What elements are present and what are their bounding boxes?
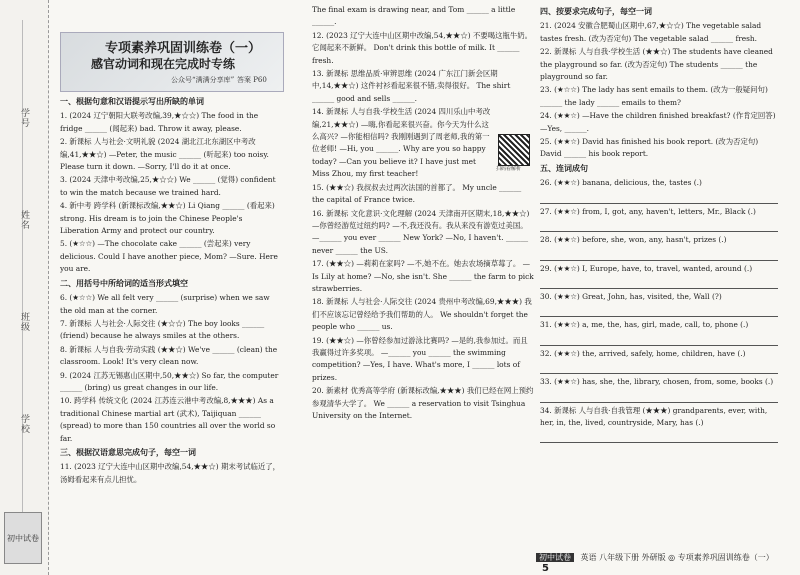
section-heading: 四、按要求完成句子，每空一词 <box>540 7 652 16</box>
margin-line <box>22 20 23 550</box>
question-11: 11. (2023 辽宁大连中山区期中改编,54,★★☆) 期末考试临近了，汤姆看起来有点儿担忧。 <box>60 462 281 484</box>
question-30: 30. (★★☆) Great, John, has, visited, the, Wall (?) <box>540 291 722 301</box>
answer-line[interactable] <box>540 361 778 374</box>
page-footer <box>536 552 776 574</box>
question-11-cont: The final exam is drawing near, and Tom ______ a little ______. <box>312 5 516 27</box>
label-class: 班级 <box>19 312 29 332</box>
answer-line[interactable] <box>540 219 778 232</box>
question-22: 22. 新课标 人与自我·学校生活 (★★☆) The students have cleaned the playground so far. (改为否定句) The students ______ the playground so far. <box>540 47 773 82</box>
answer-line[interactable] <box>540 191 778 204</box>
question-1: 1. (2024 辽宁朝阳大联考改编,39,★☆☆) The food in the fridge ______ (闻起来) bad. Throw it away, please. <box>60 111 259 133</box>
question-31: 31. (★★☆) a, me, the, has, girl, made, call, to, phone (.) <box>540 320 749 330</box>
footer-text: 英语 八年级下册 外研版 ◎ 专项素养巩固训练卷（一） <box>580 553 774 562</box>
question-33: 33. (★★☆) has, she, the, library, chosen, from, some, books (.) <box>540 377 774 387</box>
banner-title: 专项素养巩固训练卷（一） <box>105 41 262 56</box>
question-5: 5. (★☆☆) —The chocolate cake ______ (尝起来) very delicious. Could I have another piece, Mom? —Sure. Here you are. <box>60 239 278 274</box>
section-heading: 二、用括号中所给词的适当形式填空 <box>60 278 188 288</box>
question-17: 17. (★★☆) —莉莉在家吗? —不,她不在。她去农场摘草莓了。 —Is Lily at home? —No, she isn't. She ______ the farm to pick strawberries. <box>312 259 534 293</box>
banner-source: 公众号“满满分享库” <box>171 76 235 84</box>
margin-logo: 初中试卷 <box>4 512 42 564</box>
question-18: 18. 新课标 人与社会·人际交往 (2024 贵州中考改编,69,★★★) 我们不应该忘记曾经给予我们帮助的人。 We shouldn't forget the people who ______ us. <box>312 297 532 332</box>
qr-code[interactable] <box>498 134 530 166</box>
question-7: 7. 新课标 人与社会·人际交往 (★☆☆) The boy looks ______ (friend) because he always smiles at the others. <box>60 318 265 341</box>
question-20: 20. 新素材 优秀高等学府 (新课标改编,★★★) 我们已经在网上预约参观清华大学了。 We ______ a reservation to visit Tsinghua University on the Internet. <box>312 386 534 420</box>
question-32: 32. (★★☆) the, arrived, safely, home, children, have (.) <box>540 348 746 358</box>
question-6: 6. (★☆☆) We all felt very ______ (surprise) when we saw the old man at the corner. <box>60 293 270 315</box>
binding-margin <box>0 0 49 575</box>
question-4: 4. 新中考 跨学科 (新课标改编,★★☆) Li Qiang ______ (看起来) strong. His dream is to join the Chinese People's Liberation Army and protect our country. <box>60 201 275 236</box>
question-12: 12. (2023 辽宁大连中山区期中改编,54,★★☆) 不要喝这瓶牛奶。它闻起来不新鲜。 Don't drink this bottle of milk. It ______ fresh. <box>312 30 533 65</box>
question-34: 34. 新课标 人与自我·自我管理 (★★★) grandparents, ever, with, her, in, the, lived, countryside, Mary, has (.) <box>540 405 768 427</box>
question-23: 23. (★☆☆) The lady has sent emails to them. (改为一般疑问句) ______ the lady ______ emails to them? <box>540 85 768 107</box>
question-13: 13. 新课标 思维品质·审辨思维 (2024 广东江门新会区期中,14,★★☆) 这件衬衫看起来很不错,卖得很好。 The shirt ______ good and sells ______. <box>312 69 511 103</box>
question-28: 28. (★★☆) before, she, won, any, hasn't, prizes (.) <box>540 235 727 245</box>
answer-line[interactable] <box>540 430 778 443</box>
question-25: 25. (★★☆) David has finished his book report. (改为否定句) David ______ his book report. <box>540 137 759 159</box>
question-14: 14. 新课标 人与自我·学校生活 (2024 四川乐山中考改编,21,★★☆) —嗨,你看起来很兴奋。你今天为什么这么高兴? —你能相信吗? 我刚刚遇到了周老师,我的第一位老师! —Hi, you ______. Why are you so happy today? —Can you believe it? I have just met Miss Zhou, my first teacher! <box>312 107 491 179</box>
answer-line[interactable] <box>540 248 778 261</box>
question-3: 3. (2024 天津中考改编,25,★☆☆) We ______ (觉得) confident to win the match because we trained hard. <box>60 175 276 197</box>
question-26: 26. (★★☆) banana, delicious, the, tastes (.) <box>540 178 702 188</box>
question-19: 19. (★★☆) —你曾经参加过游泳比赛吗? —是的,我参加过。而且我赢得过许多奖项。 —______ you ______ the swimming competition? —Yes, I have. What's more, I ______ lots of prizes. <box>312 335 528 382</box>
section-heading: 一、根据句意和汉语提示写出所缺的单词 <box>60 97 204 106</box>
label-name: 姓名 <box>19 210 29 230</box>
answer-line[interactable] <box>540 333 778 346</box>
label-school: 学校 <box>19 414 29 434</box>
title-banner <box>60 32 284 92</box>
question-8: 8. 新课标 人与自我·劳动实践 (★★☆) We've ______ (clean) the classroom. Look! It's very clean now. <box>60 344 278 367</box>
section-heading: 五、连词成句 <box>540 163 588 173</box>
answer-line[interactable] <box>540 304 778 317</box>
label-student-id: 学号 <box>19 108 29 128</box>
qr-caption: 扫码看解析 <box>496 166 522 172</box>
question-10: 10. 跨学科 传统文化 (2024 江苏连云港中考改编,8,★★★) As a traditional Chinese martial art (武术), Taijiquan ______ (spread) to more than 150 countries all over the world so far. <box>60 396 276 443</box>
column-1 <box>60 94 282 487</box>
column-2 <box>312 4 534 423</box>
answer-line[interactable] <box>540 276 778 289</box>
footer-badge: 初中试卷 <box>536 553 574 562</box>
question-16: 16. 新课标 文化意识·文化理解 (2024 天津南开区期末,18,★★☆) —你曾经游览过纽约吗? —不,我还没有。我从来没有游览过美国。 —______ you ever ______ New York? —No, I haven't. ______ never ______ the US. <box>312 208 530 255</box>
banner-subtitle: 感官动词和现在完成时专练 <box>91 57 236 71</box>
question-15: 15. (★★☆) 我叔叔去过两次法国的首都了。 My uncle ______ the capital of France twice. <box>312 182 522 205</box>
page-number: 5 <box>542 563 549 574</box>
banner-answer-ref: 答案 P60 <box>237 76 267 84</box>
question-2: 2. 新课标 人与社会·文明礼貌 (2024 湖北江北东湖区中考改编,41,★★☆) —Peter, the music ______ (听起来) too noisy. Please turn it down. —Sorry, I'll do it at once. <box>60 137 269 172</box>
section-heading: 三、根据汉语意思完成句子，每空一词 <box>60 447 196 457</box>
question-21: 21. (2024 安徽合肥蜀山区期中,67,★☆☆) The vegetable salad tastes fresh. (改为否定句) The vegetable salad ______ fresh. <box>540 21 762 43</box>
question-24: 24. (★★☆) —Have the children finished breakfast? (作肯定回答) —Yes, ______. <box>540 111 776 133</box>
answer-line[interactable] <box>540 390 778 403</box>
question-9: 9. (2024 江苏无锡惠山区期中,50,★★☆) So far, the computer ______ (bring) us great changes in our life. <box>60 370 279 392</box>
question-29: 29. (★★☆) I, Europe, have, to, travel, wanted, around (.) <box>540 263 753 273</box>
question-27: 27. (★★☆) from, I, got, any, haven't, letters, Mr., Black (.) <box>540 206 756 216</box>
column-3 <box>540 4 778 445</box>
